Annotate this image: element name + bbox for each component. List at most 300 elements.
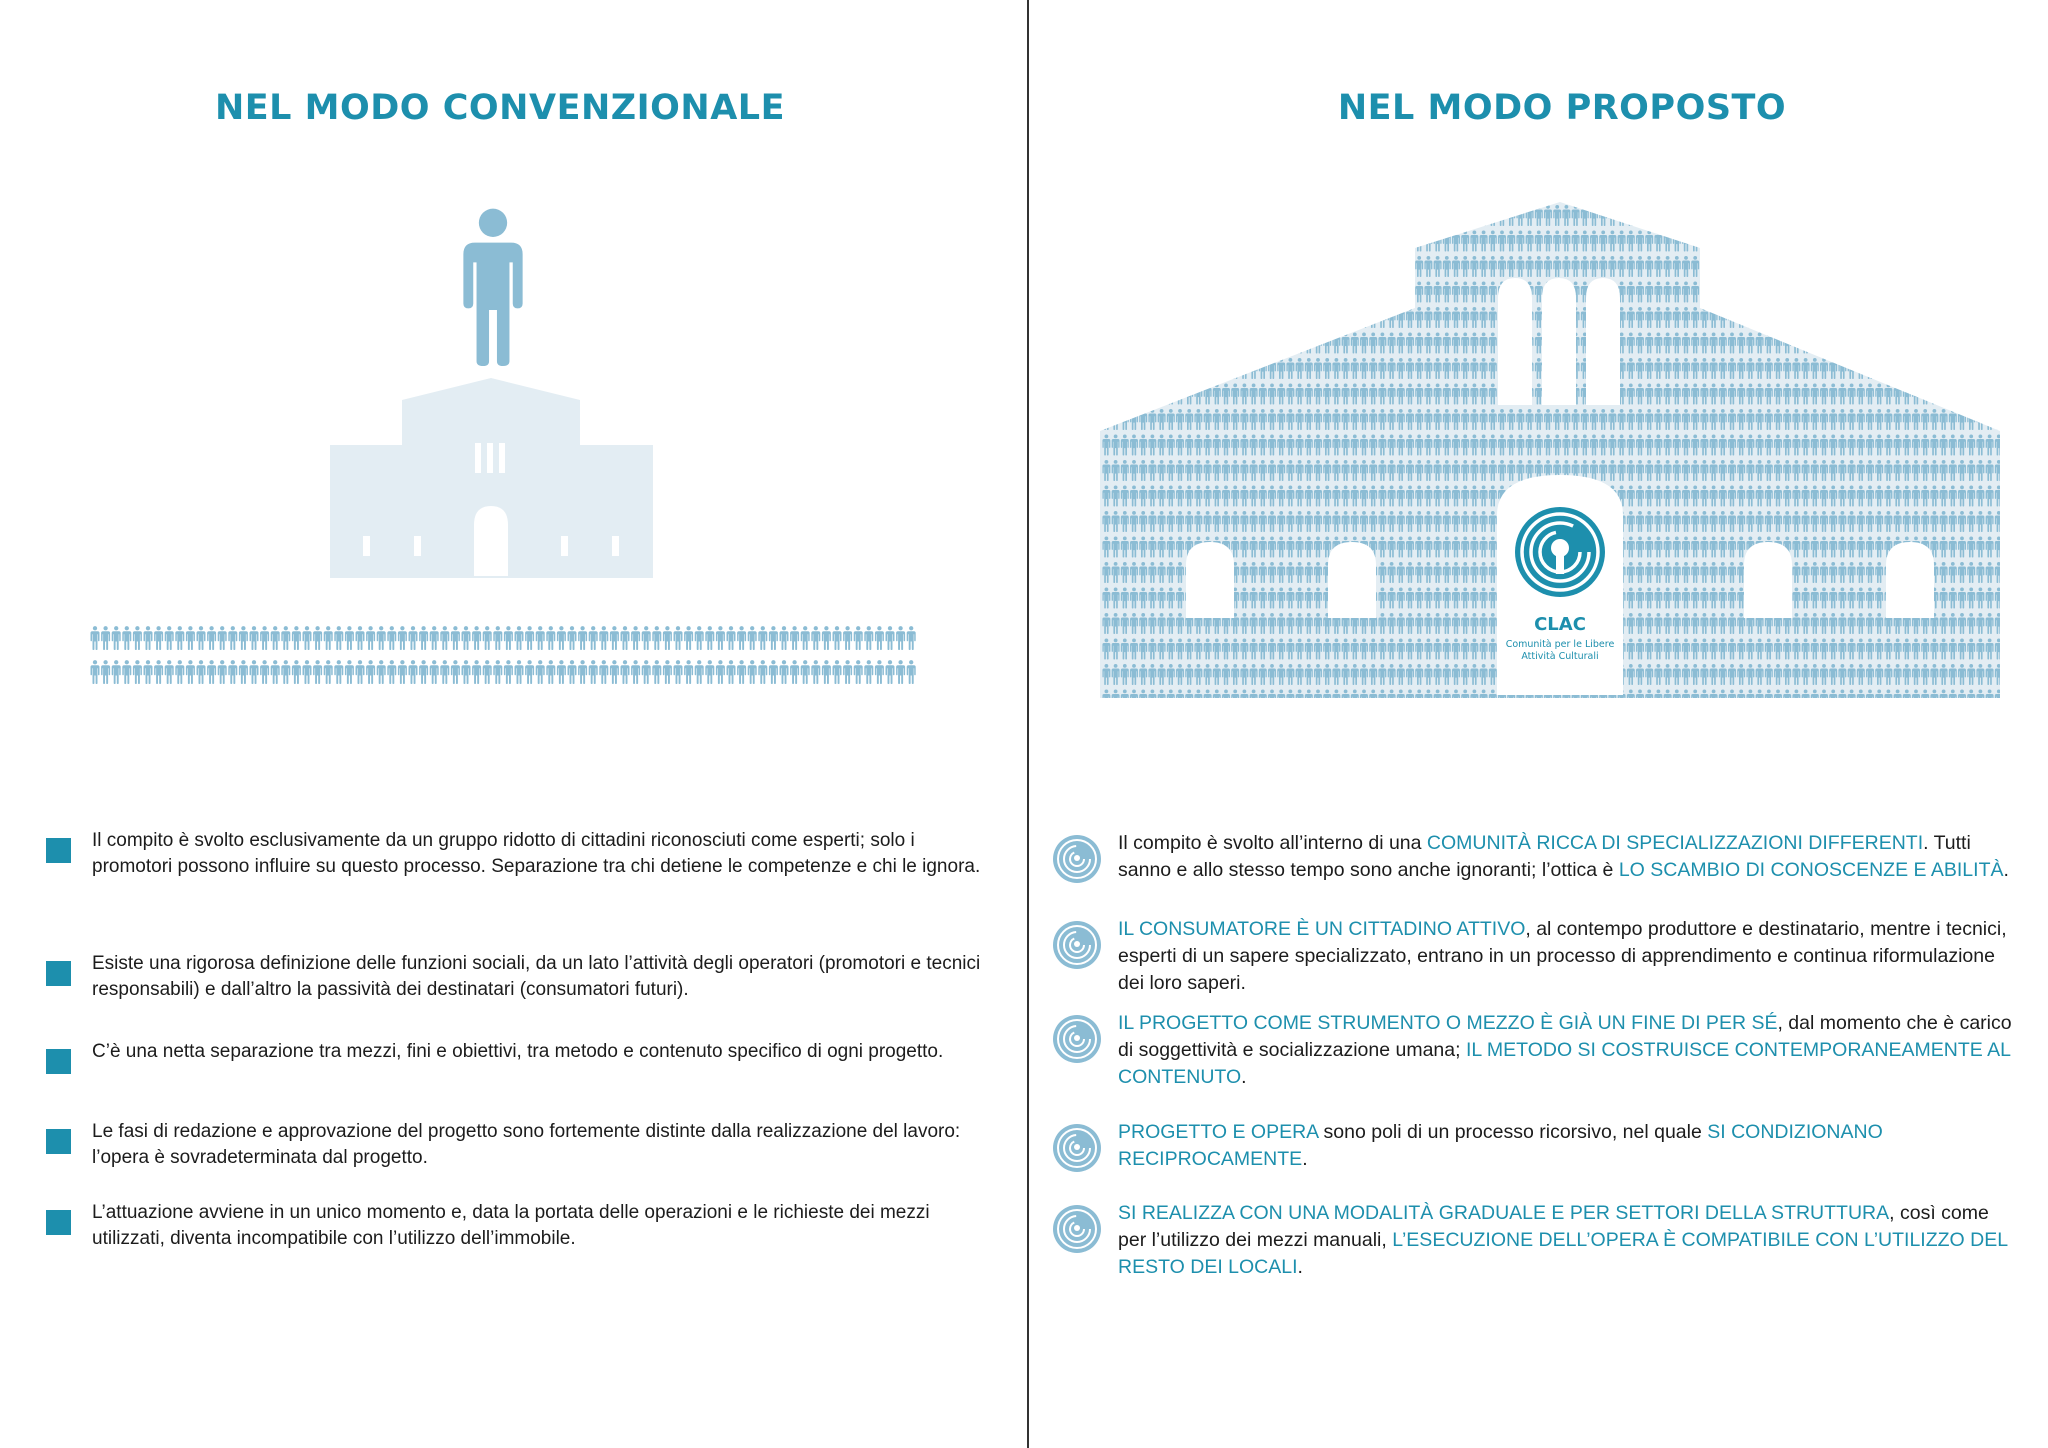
person-icon <box>1277 282 1285 303</box>
person-icon <box>1139 333 1147 354</box>
person-icon <box>1728 231 1736 252</box>
person-icon <box>1158 231 1166 252</box>
person-icon <box>1967 282 1975 303</box>
person-icon <box>1820 333 1828 354</box>
person-icon <box>1342 231 1350 252</box>
person-icon <box>1158 205 1166 226</box>
person-icon <box>1194 307 1202 328</box>
person-icon <box>451 660 460 684</box>
person-icon <box>1995 231 2000 252</box>
person-icon <box>1121 256 1129 277</box>
person-icon <box>716 660 725 684</box>
person-icon <box>101 660 110 684</box>
person-icon <box>154 626 163 650</box>
list-item <box>46 1119 986 1171</box>
person-icon <box>758 626 767 650</box>
person-icon <box>1884 205 1892 226</box>
person-icon <box>1765 307 1773 328</box>
plain-text: Il compito è svolto all’interno di una <box>1118 832 1427 854</box>
person-icon <box>1480 205 1488 226</box>
person-icon <box>1811 205 1819 226</box>
person-icon <box>769 660 778 684</box>
person-icon <box>1958 231 1966 252</box>
person-icon <box>886 660 895 684</box>
person-icon <box>1222 358 1230 379</box>
person-icon <box>1286 333 1294 354</box>
person-icon <box>1829 231 1837 252</box>
person-icon <box>1673 205 1681 226</box>
person-icon <box>1130 282 1138 303</box>
plain-text: . Tutti sanno e allo stesso tempo sono anche ignoranti; l’ottica è <box>1118 832 1971 881</box>
person-icon <box>1204 282 1212 303</box>
person-icon <box>1130 333 1138 354</box>
person-icon <box>1286 231 1294 252</box>
person-icon <box>1746 307 1754 328</box>
person-icon <box>1167 282 1175 303</box>
person-icon <box>1940 333 1948 354</box>
list-item <box>1052 1010 2022 1091</box>
person-icon <box>1259 231 1267 252</box>
person-icon <box>1875 358 1883 379</box>
person-icon <box>1829 307 1837 328</box>
person-icon <box>621 626 630 650</box>
person-icon <box>1930 307 1938 328</box>
person-icon <box>1314 256 1322 277</box>
person-icon <box>1737 256 1745 277</box>
person-icon <box>1958 307 1966 328</box>
person-icon <box>1976 384 1984 405</box>
person-icon <box>1351 282 1359 303</box>
person-icon <box>165 626 174 650</box>
person-icon <box>780 660 789 684</box>
person-icon <box>1277 231 1285 252</box>
person-icon <box>1121 384 1129 405</box>
person-icon <box>822 660 831 684</box>
person-icon <box>1912 282 1920 303</box>
person-icon <box>1986 307 1994 328</box>
person-icon <box>1756 205 1764 226</box>
person-icon <box>1967 333 1975 354</box>
person-icon <box>578 660 587 684</box>
person-icon <box>1756 282 1764 303</box>
person-icon <box>790 626 799 650</box>
person-icon <box>101 626 110 650</box>
person-icon <box>1213 256 1221 277</box>
person-icon <box>1737 231 1745 252</box>
person-icon <box>1894 282 1902 303</box>
person-icon <box>875 660 884 684</box>
person-icon <box>356 626 365 650</box>
person-icon <box>493 626 502 650</box>
person-icon <box>621 660 630 684</box>
person-icon <box>1875 256 1883 277</box>
person-icon <box>250 660 259 684</box>
person-icon <box>1185 205 1193 226</box>
person-icon <box>1820 205 1828 226</box>
person-icon <box>1838 282 1846 303</box>
person-icon <box>1986 384 1994 405</box>
person-icon <box>1112 307 1120 328</box>
person-icon <box>811 660 820 684</box>
person-icon <box>1332 307 1340 328</box>
person-icon <box>144 660 153 684</box>
person-icon <box>1148 282 1156 303</box>
person-icon <box>599 626 608 650</box>
person-icon <box>1903 307 1911 328</box>
person-icon <box>833 660 842 684</box>
expert-person-icon <box>463 209 522 366</box>
square-bullet-icon <box>46 838 71 863</box>
person-icon <box>674 626 683 650</box>
person-icon <box>1323 231 1331 252</box>
person-icon <box>1139 384 1147 405</box>
person-icon <box>1250 231 1258 252</box>
person-icon <box>1912 256 1920 277</box>
person-icon <box>1351 256 1359 277</box>
person-icon <box>1194 358 1202 379</box>
person-icon <box>1958 333 1966 354</box>
person-icon <box>281 626 290 650</box>
person-icon <box>1875 307 1883 328</box>
person-icon <box>896 626 905 650</box>
plain-text: , al contempo produttore e destinatario, mentre i tecnici, esperti di un sapere specializzato, entrano in un processo di apprendimento e continua riformulazione dei loro saperi. <box>1118 918 2007 994</box>
person-icon <box>1802 282 1810 303</box>
person-icon <box>1949 358 1957 379</box>
person-icon <box>907 660 916 684</box>
person-icon <box>292 626 301 650</box>
list-item-text <box>1118 1200 2022 1281</box>
person-icon <box>1185 282 1193 303</box>
person-icon <box>1121 231 1129 252</box>
person-icon <box>345 626 354 650</box>
person-icon <box>1139 256 1147 277</box>
person-icon <box>1388 205 1396 226</box>
person-icon <box>1884 333 1892 354</box>
person-icon <box>1848 256 1856 277</box>
person-icon <box>1746 231 1754 252</box>
person-icon <box>1185 358 1193 379</box>
person-icon <box>1139 358 1147 379</box>
person-icon <box>430 626 439 650</box>
person-icon <box>1792 307 1800 328</box>
list-item <box>46 951 986 1003</box>
person-icon <box>1342 256 1350 277</box>
person-icon <box>1995 307 2000 328</box>
person-icon <box>1148 307 1156 328</box>
person-icon <box>1710 231 1718 252</box>
person-icon <box>1112 282 1120 303</box>
person-icon <box>1121 282 1129 303</box>
list-item <box>1052 1200 2022 1281</box>
person-icon <box>1305 231 1313 252</box>
person-icon <box>260 660 269 684</box>
person-icon <box>122 626 131 650</box>
person-icon <box>1664 205 1672 226</box>
person-icon <box>1406 205 1414 226</box>
person-icon <box>1231 256 1239 277</box>
person-icon <box>727 660 736 684</box>
person-icon <box>737 660 746 684</box>
person-icon <box>1130 256 1138 277</box>
person-icon <box>1314 231 1322 252</box>
person-icon <box>1176 333 1184 354</box>
list-item <box>46 1200 986 1252</box>
person-icon <box>1700 231 1708 252</box>
person-icon <box>1213 358 1221 379</box>
person-icon <box>1369 256 1377 277</box>
person-icon <box>1884 231 1892 252</box>
person-icon <box>1976 231 1984 252</box>
labyrinth-icon <box>1052 1123 1102 1173</box>
person-icon <box>250 626 259 650</box>
person-icon <box>1148 205 1156 226</box>
person-icon <box>1875 231 1883 252</box>
person-icon <box>1967 231 1975 252</box>
plain-text: . <box>1241 1066 1247 1088</box>
person-icon <box>1765 231 1773 252</box>
person-icon <box>1378 231 1386 252</box>
person-icon <box>1286 282 1294 303</box>
person-icon <box>1976 333 1984 354</box>
person-icon <box>1240 231 1248 252</box>
person-icon <box>1930 231 1938 252</box>
person-icon <box>1452 205 1460 226</box>
person-icon <box>1848 307 1856 328</box>
person-icon <box>1259 256 1267 277</box>
person-icon <box>1940 384 1948 405</box>
person-icon <box>1986 231 1994 252</box>
person-icon <box>1397 282 1405 303</box>
person-icon <box>1930 358 1938 379</box>
person-icon <box>1204 205 1212 226</box>
person-icon <box>1112 231 1120 252</box>
person-icon <box>1185 256 1193 277</box>
person-icon <box>1167 256 1175 277</box>
labyrinth-icon <box>1052 1204 1102 1254</box>
person-icon <box>1774 282 1782 303</box>
person-icon <box>1102 282 1110 303</box>
person-icon <box>154 660 163 684</box>
person-icon <box>1719 256 1727 277</box>
person-icon <box>345 660 354 684</box>
person-icon <box>1783 205 1791 226</box>
person-icon <box>1268 231 1276 252</box>
person-icon <box>1930 256 1938 277</box>
person-icon <box>1728 205 1736 226</box>
person-icon <box>1305 282 1313 303</box>
person-icon <box>568 660 577 684</box>
highlighted-text: PROGETTO E OPERA <box>1118 1121 1319 1143</box>
person-icon <box>1296 333 1304 354</box>
person-icon <box>1121 358 1129 379</box>
person-icon <box>1921 231 1929 252</box>
person-icon <box>409 660 418 684</box>
person-icon <box>1802 205 1810 226</box>
person-icon <box>1277 307 1285 328</box>
person-icon <box>1792 231 1800 252</box>
person-icon <box>515 660 524 684</box>
person-icon <box>1866 333 1874 354</box>
person-icon <box>1250 307 1258 328</box>
person-icon <box>324 626 333 650</box>
person-icon <box>1783 307 1791 328</box>
person-icon <box>674 660 683 684</box>
person-icon <box>1949 333 1957 354</box>
person-icon <box>684 660 693 684</box>
person-icon <box>1130 358 1138 379</box>
person-icon <box>165 660 174 684</box>
person-icon <box>1700 205 1708 226</box>
person-icon <box>1286 307 1294 328</box>
person-icon <box>1176 358 1184 379</box>
person-icon <box>1222 231 1230 252</box>
clac-logo-name: CLAC <box>1534 614 1586 635</box>
person-icon <box>1811 282 1819 303</box>
list-item-text: Le fasi di redazione e approvazione del progetto sono fortemente distinte dalla realizzazione del lavoro: l’opera è sovradeterminata dal progetto. <box>92 1121 961 1168</box>
person-icon <box>1250 205 1258 226</box>
person-icon <box>1728 282 1736 303</box>
person-icon <box>1112 384 1120 405</box>
person-icon <box>1121 307 1129 328</box>
person-icon <box>1268 205 1276 226</box>
person-icon <box>419 660 428 684</box>
person-icon <box>387 626 396 650</box>
highlighted-text: IL PROGETTO COME STRUMENTO O MEZZO È GIÀ UN FINE DI PER SÉ <box>1118 1012 1778 1034</box>
person-icon <box>1204 231 1212 252</box>
person-icon <box>822 626 831 650</box>
plain-text: . <box>2003 859 2009 881</box>
square-bullet-icon <box>46 1129 71 1154</box>
person-icon <box>1250 282 1258 303</box>
person-icon <box>1148 384 1156 405</box>
person-icon <box>1884 256 1892 277</box>
person-icon <box>1259 282 1267 303</box>
person-icon <box>334 660 343 684</box>
person-icon <box>1838 333 1846 354</box>
person-icon <box>313 626 322 650</box>
person-icon <box>1866 307 1874 328</box>
person-icon <box>1194 333 1202 354</box>
person-icon <box>1940 205 1948 226</box>
person-icon <box>1388 282 1396 303</box>
person-icon <box>387 660 396 684</box>
highlighted-text: IL CONSUMATORE È UN CITTADINO ATTIVO <box>1118 918 1526 940</box>
person-icon <box>1792 282 1800 303</box>
person-icon <box>1388 256 1396 277</box>
person-icon <box>663 660 672 684</box>
person-icon <box>1756 231 1764 252</box>
person-icon <box>1443 205 1451 226</box>
person-icon <box>1765 282 1773 303</box>
person-icon <box>218 660 227 684</box>
person-icon <box>1231 307 1239 328</box>
person-icon <box>1296 307 1304 328</box>
person-icon <box>1682 205 1690 226</box>
person-icon <box>1940 358 1948 379</box>
person-icon <box>1139 282 1147 303</box>
person-icon <box>1857 256 1865 277</box>
person-icon <box>1654 205 1662 226</box>
person-icon <box>1259 205 1267 226</box>
person-icon <box>1176 282 1184 303</box>
person-icon <box>1719 205 1727 226</box>
square-bullet-icon <box>46 961 71 986</box>
person-icon <box>1250 333 1258 354</box>
person-icon <box>1213 231 1221 252</box>
person-icon <box>1728 256 1736 277</box>
person-icon <box>875 626 884 650</box>
list-item <box>46 1039 986 1074</box>
person-icon <box>186 660 195 684</box>
person-icon <box>1995 205 2000 226</box>
highlighted-text: SI REALIZZA CON UNA MODALITÀ GRADUALE E PER SETTORI DELLA STRUTTURA <box>1118 1202 1890 1224</box>
person-icon <box>1139 231 1147 252</box>
person-icon <box>472 626 481 650</box>
person-icon <box>1774 256 1782 277</box>
person-icon <box>1986 205 1994 226</box>
person-icon <box>1323 205 1331 226</box>
person-icon <box>1148 333 1156 354</box>
person-icon <box>356 660 365 684</box>
person-icon <box>1342 282 1350 303</box>
person-icon <box>1967 358 1975 379</box>
person-icon <box>1903 205 1911 226</box>
person-icon <box>1222 307 1230 328</box>
person-icon <box>1213 205 1221 226</box>
person-icon <box>1884 358 1892 379</box>
person-icon <box>1268 333 1276 354</box>
person-icon <box>1940 256 1948 277</box>
person-icon <box>483 626 492 650</box>
person-icon <box>907 626 916 650</box>
person-icon <box>1737 282 1745 303</box>
person-icon <box>1332 256 1340 277</box>
list-item <box>1052 916 2022 997</box>
person-icon <box>1921 307 1929 328</box>
person-icon <box>1296 282 1304 303</box>
list-item <box>1052 1119 2022 1173</box>
person-icon <box>1332 231 1340 252</box>
list-item-text: L’attuazione avviene in un unico momento e, data la portata delle operazioni e le richieste dei mezzi utilizzati, diventa incompatibile con l’utilizzo dell’immobile. <box>92 1202 930 1249</box>
column-divider <box>1027 0 1029 1448</box>
person-icon <box>1940 231 1948 252</box>
person-icon <box>663 626 672 650</box>
person-icon <box>1148 256 1156 277</box>
person-icon <box>1976 205 1984 226</box>
person-icon <box>1185 307 1193 328</box>
person-icon <box>1314 307 1322 328</box>
person-icon <box>1866 358 1874 379</box>
person-icon <box>1866 231 1874 252</box>
person-icon <box>1102 205 1110 226</box>
person-icon <box>1369 282 1377 303</box>
person-icon <box>843 626 852 650</box>
person-icon <box>1204 358 1212 379</box>
person-icon <box>748 660 757 684</box>
person-icon <box>1167 358 1175 379</box>
person-icon <box>1360 256 1368 277</box>
person-icon <box>1792 256 1800 277</box>
person-icon <box>1903 256 1911 277</box>
person-icon <box>1912 333 1920 354</box>
person-icon <box>1268 256 1276 277</box>
person-icon <box>1774 307 1782 328</box>
person-icon <box>1719 282 1727 303</box>
person-icon <box>610 660 619 684</box>
person-icon <box>1838 205 1846 226</box>
person-icon <box>1342 307 1350 328</box>
person-icon <box>1884 282 1892 303</box>
